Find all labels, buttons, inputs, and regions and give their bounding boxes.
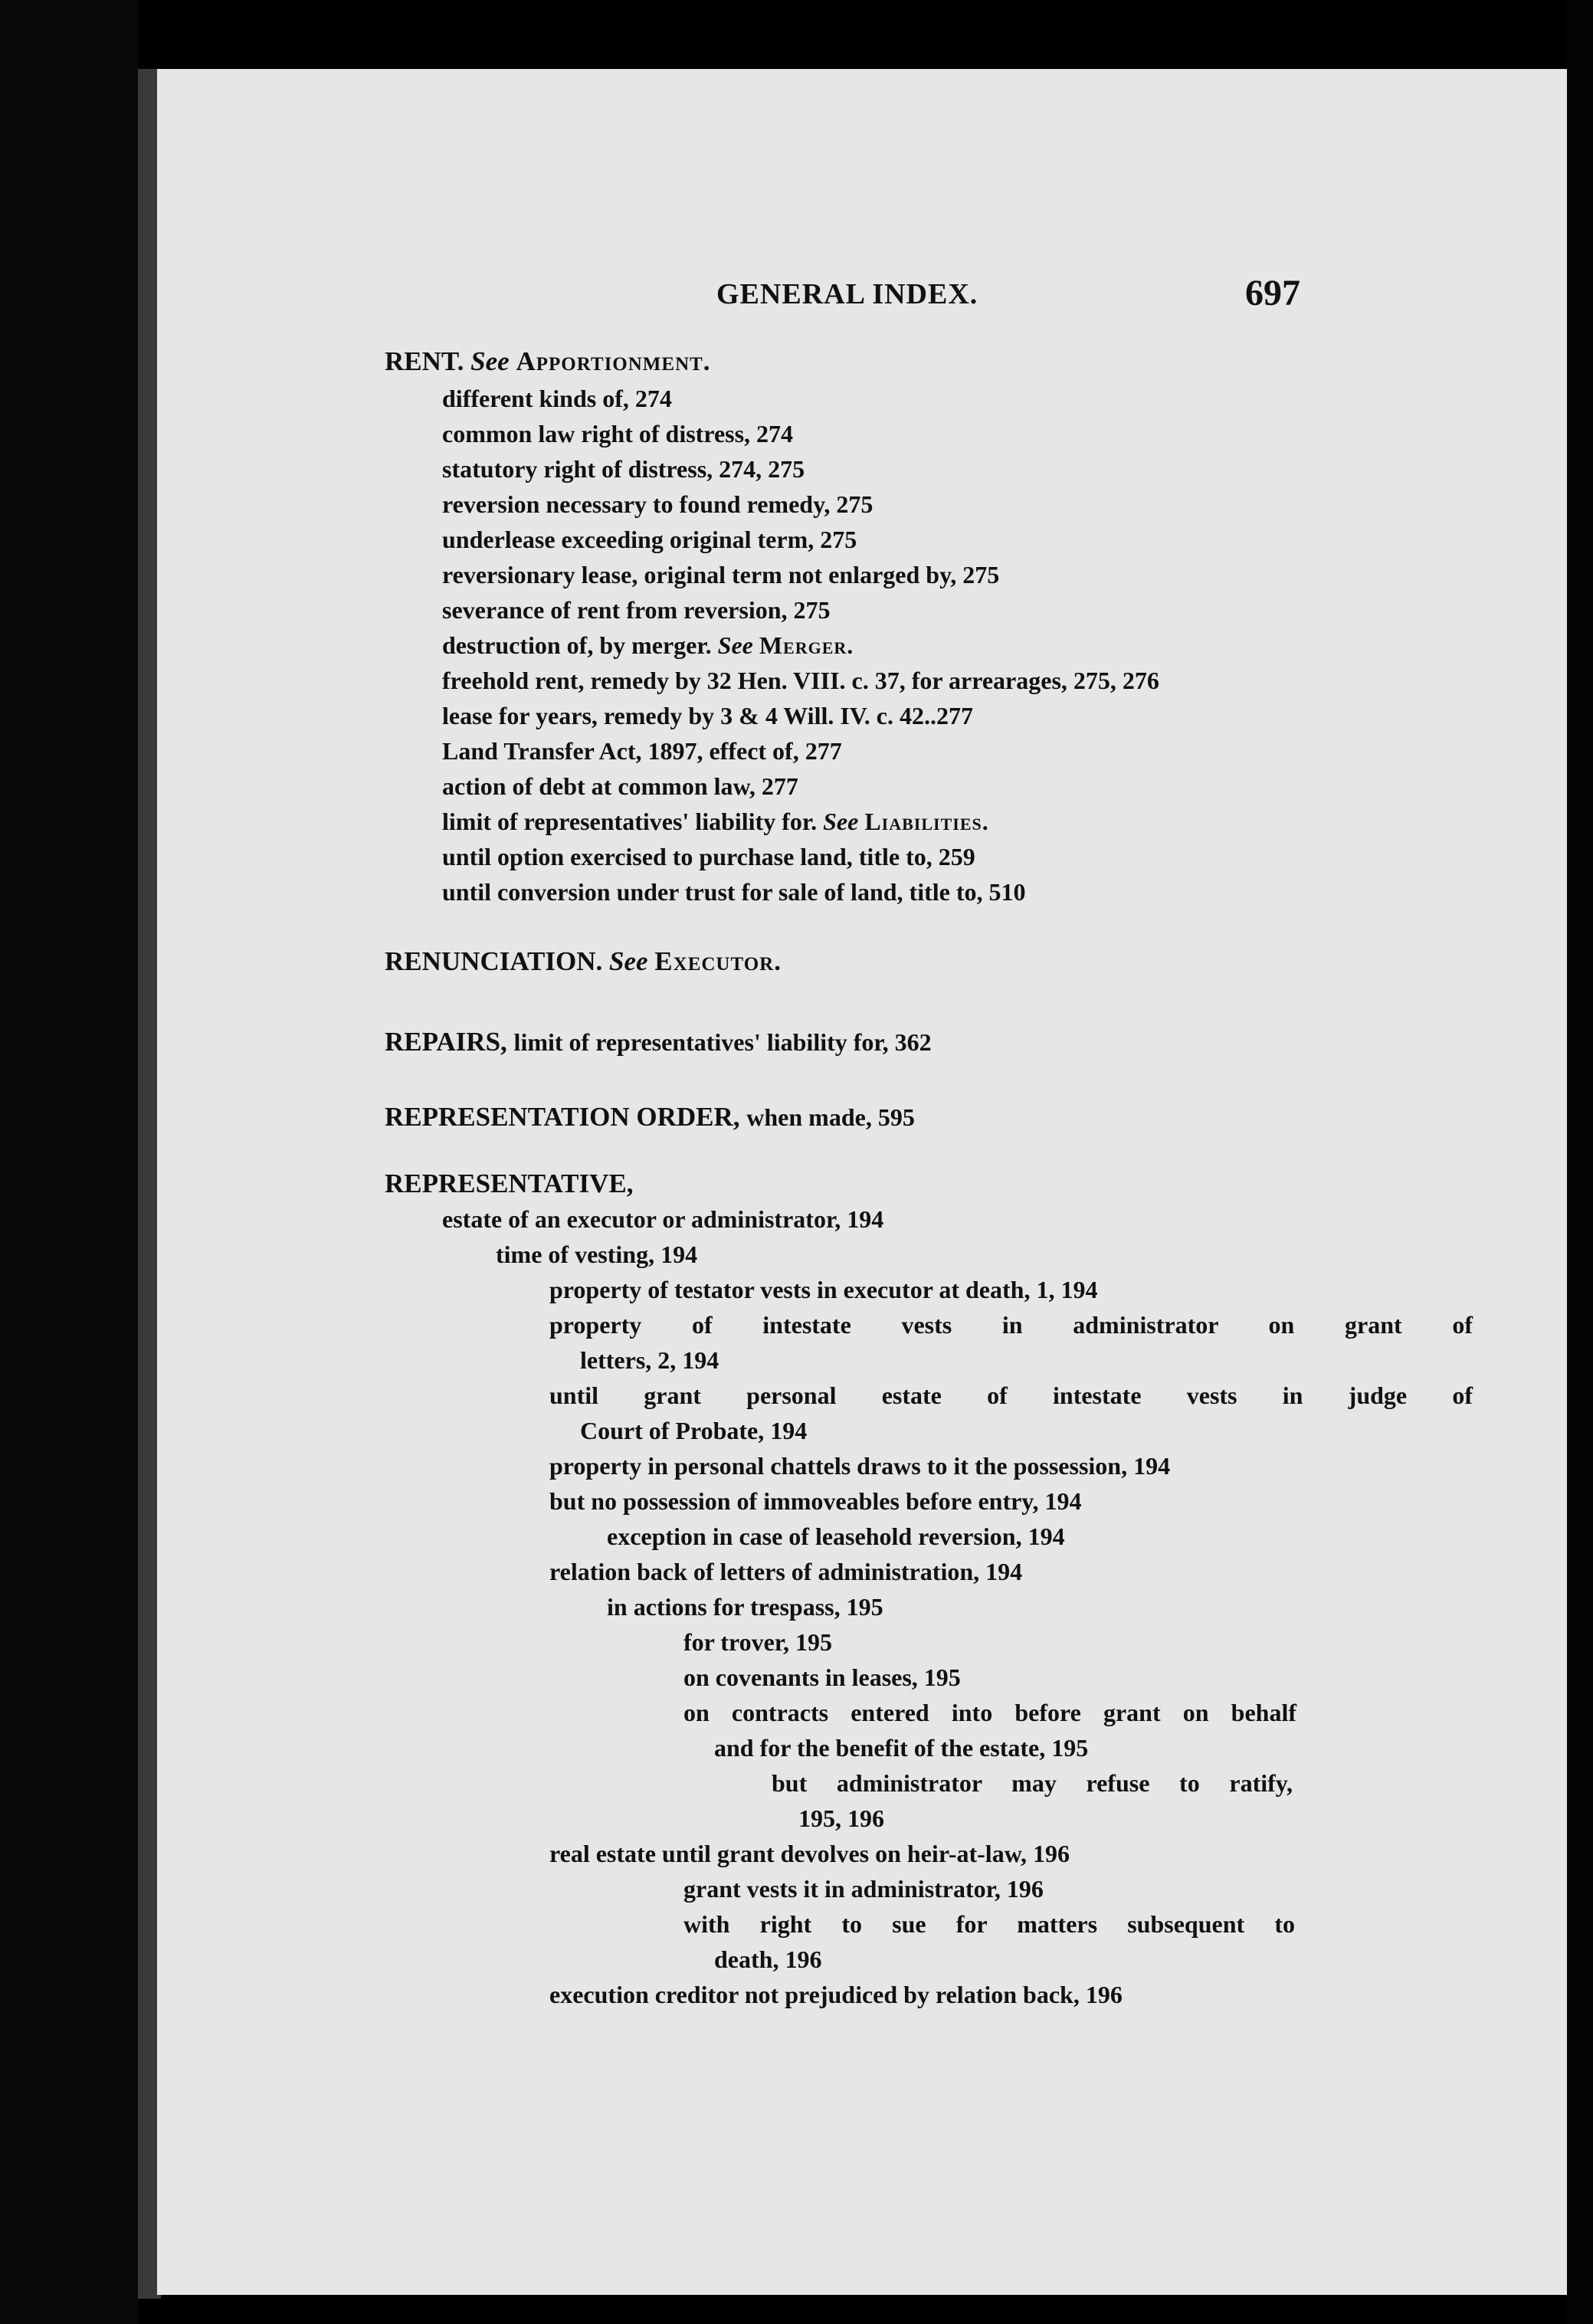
- index-subentry-continuation: and for the benefit of the estate, 195: [714, 1734, 1089, 1762]
- index-subentry: real estate until grant devolves on heir-at-law, 196: [549, 1840, 1070, 1867]
- cross-reference: Liabilities.: [864, 808, 989, 835]
- heading-text: RENT.: [385, 346, 464, 376]
- index-subentry: freehold rent, remedy by 32 Hen. VIII. c. 37, for arrearages, 275, 276: [442, 667, 1159, 694]
- index-subentry: reversion necessary to found remedy, 275: [442, 490, 874, 518]
- scan-left-border: [0, 0, 138, 2324]
- index-subentry-merger: [442, 630, 854, 660]
- heading-text: REPRESENTATION ORDER,: [385, 1102, 740, 1132]
- index-subentry: execution creditor not prejudiced by relation back, 196: [549, 1981, 1123, 2008]
- heading-text: RENUNCIATION.: [385, 946, 603, 976]
- index-subentry: grant vests it in administrator, 196: [683, 1875, 1044, 1903]
- index-subentry: Land Transfer Act, 1897, effect of, 277: [442, 737, 842, 765]
- see-label: See: [823, 808, 859, 835]
- scan-right-border: [1567, 0, 1593, 2324]
- page-number: 697: [1245, 273, 1300, 313]
- index-subentry: common law right of distress, 274: [442, 420, 794, 447]
- cross-reference: Executor.: [654, 946, 782, 976]
- subentry-text: destruction of, by merger.: [442, 631, 712, 659]
- running-header: GENERAL INDEX.: [716, 278, 978, 310]
- cross-reference: Merger.: [759, 631, 854, 659]
- index-subentry: action of debt at common law, 277: [442, 772, 798, 800]
- index-subentry: different kinds of, 274: [442, 385, 672, 412]
- index-subentry: until grant personal estate of intestate vests in judge of: [549, 1382, 1473, 1409]
- index-subentry-continuation: Court of Probate, 194: [580, 1417, 808, 1444]
- index-subentry: on covenants in leases, 195: [683, 1664, 961, 1691]
- index-heading-rent: [385, 346, 711, 377]
- index-subentry: but administrator may refuse to ratify,: [772, 1769, 1293, 1797]
- entry-text: limit of representatives' liability for, 362: [513, 1028, 932, 1056]
- index-subentry-limit: [442, 806, 989, 837]
- heading-text: REPAIRS,: [385, 1027, 507, 1057]
- index-subentry: property in personal chattels draws to it the possession, 194: [549, 1452, 1171, 1480]
- index-subentry: time of vesting, 194: [496, 1241, 698, 1268]
- index-subentry-continuation: death, 196: [714, 1945, 822, 1973]
- index-subentry: in actions for trespass, 195: [607, 1593, 883, 1621]
- index-subentry: lease for years, remedy by 3 & 4 Will. IV. c. 42..277: [442, 702, 973, 729]
- subentry-text: limit of representatives' liability for.: [442, 808, 818, 835]
- index-subentry: reversionary lease, original term not enlarged by, 275: [442, 561, 1000, 588]
- index-subentry: statutory right of distress, 274, 275: [442, 455, 805, 483]
- entry-text: when made, 595: [746, 1103, 915, 1131]
- index-subentry: on contracts entered into before grant on behalf: [683, 1699, 1296, 1726]
- index-heading-renunciation: [385, 946, 782, 977]
- index-subentry: until conversion under trust for sale of land, title to, 510: [442, 878, 1026, 906]
- index-heading-representation-order: [385, 1102, 915, 1132]
- index-subentry: relation back of letters of administration, 194: [549, 1558, 1023, 1585]
- index-heading-representative: REPRESENTATIVE,: [385, 1169, 634, 1198]
- see-label: See: [609, 946, 648, 976]
- index-heading-repairs: [385, 1027, 932, 1057]
- book-page: [157, 69, 1567, 2295]
- index-subentry-continuation: 195, 196: [798, 1804, 884, 1832]
- index-subentry: underlease exceeding original term, 275: [442, 526, 857, 553]
- see-label: See: [470, 346, 510, 376]
- index-subentry: property of testator vests in executor at death, 1, 194: [549, 1276, 1098, 1303]
- index-subentry: but no possession of immoveables before entry, 194: [549, 1487, 1082, 1515]
- cross-reference: Apportionment.: [516, 346, 711, 376]
- index-subentry: severance of rent from reversion, 275: [442, 596, 831, 624]
- index-subentry: until option exercised to purchase land, title to, 259: [442, 843, 975, 870]
- index-subentry: with right to sue for matters subsequent to: [683, 1910, 1295, 1938]
- see-label: See: [717, 631, 753, 659]
- index-subentry: for trover, 195: [683, 1628, 833, 1656]
- index-subentry: estate of an executor or administrator, 194: [442, 1205, 884, 1233]
- index-subentry-continuation: letters, 2, 194: [580, 1346, 719, 1374]
- index-subentry: exception in case of leasehold reversion, 194: [607, 1523, 1065, 1550]
- index-subentry: property of intestate vests in administrator on grant of: [549, 1311, 1473, 1339]
